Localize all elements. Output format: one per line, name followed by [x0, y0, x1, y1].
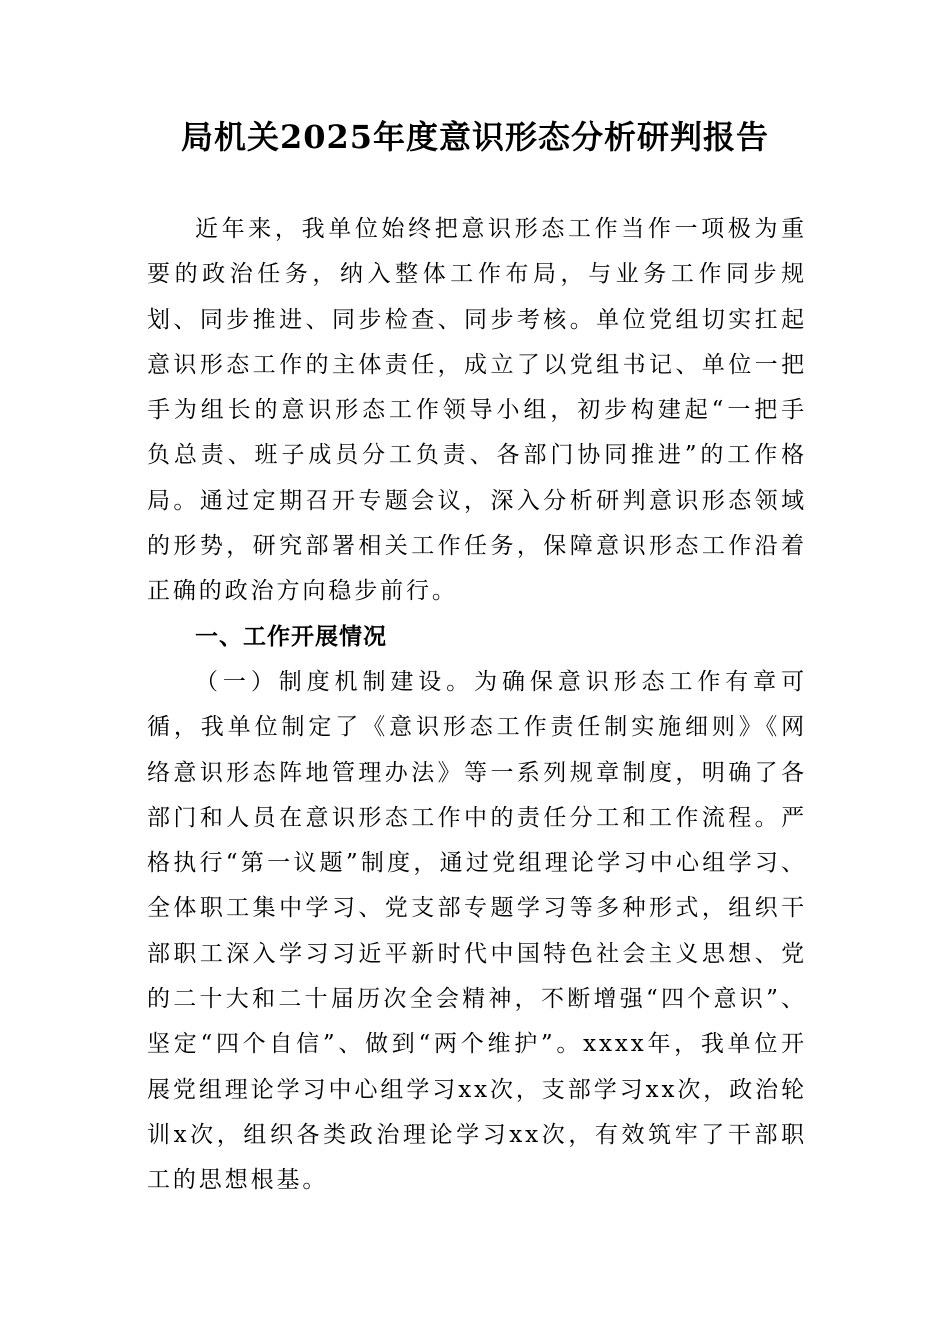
intro-paragraph: 近年来，我单位始终把意识形态工作当作一项极为重要的政治任务，纳入整体工作布局，与业务工作同步规划、同步推进、同步检查、同步考核。单位党组切实扛起意识形态工作的主体责任，成立了以党组书记、单位一把手为组长的意识形态工作领导小组，初步构建起“一把手负总责、班子成员分工负责、各部门协同推进”的工作格局。通过定期召开专题会议，深入分析研判意识形态领域的形势，研究部署相关工作任务，保障意识形态工作沿着正确的政治方向稳步前行。: [147, 216, 807, 605]
document-body: [147, 207, 807, 1204]
section-heading: 一、工作开展情况: [195, 623, 387, 650]
document-title: 局机关2025年度意识形态分析研判报告: [180, 118, 770, 156]
section-paragraph: （一）制度机制建设。为确保意识形态工作有章可循，我单位制定了《意识形态工作责任制实施细则》《网络意识形态阵地管理办法》等一系列规章制度，明确了各部门和人员在意识形态工作中的责任分工和工作流程。严格执行“第一议题”制度，通过党组理论学习中心组学习、全体职工集中学习、党支部专题学习等多种形式，组织干部职工深入学习习近平新时代中国特色社会主义思想、党的二十大和二十届历次全会精神，不断增强“四个意识”、坚定“四个自信”、做到“两个维护”。xxxx年，我单位开展党组理论学习中心组学习xx次，支部学习xx次，政治轮训x次，组织各类政治理论学习xx次，有效筑牢了干部职工的思想根基。: [147, 668, 807, 1194]
